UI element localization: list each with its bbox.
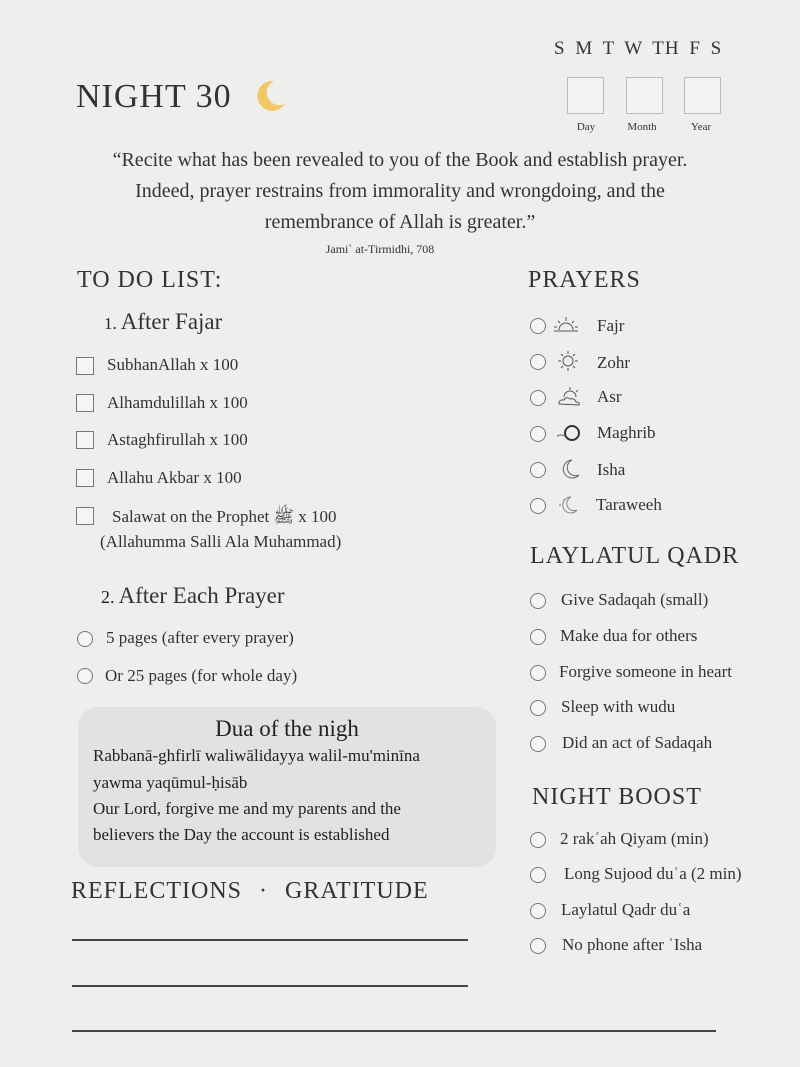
sunset-icon bbox=[556, 422, 582, 444]
reflections-label: REFLECTIONS bbox=[71, 878, 243, 904]
quote-source: Jami` at-Tirmidhi, 708 bbox=[325, 242, 435, 256]
prayer-label: Fajr bbox=[597, 316, 625, 335]
reading-item-label: 5 pages (after every prayer) bbox=[106, 628, 294, 647]
dua-transliteration: Rabbanā-ghfirlī waliwālidayya walil-mu'minīna bbox=[93, 746, 420, 765]
boost-item-label: Long Sujood duʿa (2 min) bbox=[564, 864, 742, 883]
boost-item-label: Laylatul Qadr duʿa bbox=[561, 900, 691, 919]
laylatul-item-label: Give Sadaqah (small) bbox=[561, 590, 709, 609]
section-after-fajar bbox=[104, 309, 222, 335]
prayers-heading: PRAYERS bbox=[528, 267, 641, 293]
section-title: After Each Prayer bbox=[118, 583, 285, 608]
radio-circle[interactable] bbox=[77, 631, 93, 647]
section-number: 2. bbox=[101, 587, 115, 607]
radio-circle[interactable] bbox=[530, 498, 546, 514]
writing-line[interactable] bbox=[72, 939, 468, 941]
prayer-label: Zohr bbox=[597, 353, 631, 372]
prayer-label: Taraweeh bbox=[596, 495, 662, 514]
sun-cloud-icon bbox=[556, 386, 582, 408]
quote bbox=[60, 145, 740, 238]
checkbox[interactable] bbox=[76, 394, 94, 412]
sunrise-icon bbox=[553, 314, 579, 336]
prayer-label: Asr bbox=[597, 387, 622, 406]
dua-translation: believers the Day the account is established bbox=[93, 825, 390, 844]
day-label: Day bbox=[576, 121, 596, 133]
todo-item-sublabel: (Allahumma Salli Ala Muhammad) bbox=[100, 532, 342, 551]
separator-dot: · bbox=[259, 878, 269, 904]
boost-heading: NIGHT BOOST bbox=[532, 784, 702, 810]
crescent-stars-icon bbox=[556, 494, 582, 516]
radio-circle[interactable] bbox=[530, 903, 546, 919]
radio-circle[interactable] bbox=[530, 354, 546, 370]
writing-line[interactable] bbox=[72, 985, 468, 987]
todo-item-label: Allahu Akbar x 100 bbox=[107, 468, 242, 487]
year-box[interactable] bbox=[684, 77, 721, 114]
dua-translation: Our Lord, forgive me and my parents and the bbox=[93, 799, 401, 818]
laylatul-item-label: Did an act of Sadaqah bbox=[562, 733, 713, 752]
laylatul-heading: LAYLATUL QADR bbox=[530, 543, 740, 569]
todo-item-label: Astaghfirullah x 100 bbox=[107, 430, 248, 449]
day-box[interactable] bbox=[567, 77, 604, 114]
radio-circle[interactable] bbox=[530, 832, 546, 848]
year-label: Year bbox=[690, 121, 712, 133]
radio-circle[interactable] bbox=[530, 593, 546, 609]
reading-item-label: Or 25 pages (for whole day) bbox=[105, 666, 298, 685]
quote-line: remembrance of Allah is greater.” bbox=[264, 211, 536, 233]
crescent-moon-icon bbox=[252, 78, 288, 114]
boost-item-label: No phone after ʿIsha bbox=[562, 935, 703, 954]
laylatul-item-label: Make dua for others bbox=[560, 626, 698, 645]
radio-circle[interactable] bbox=[530, 390, 546, 406]
radio-circle[interactable] bbox=[530, 629, 546, 645]
radio-circle[interactable] bbox=[530, 938, 546, 954]
section-after-each-prayer bbox=[101, 583, 285, 609]
checkbox[interactable] bbox=[76, 431, 94, 449]
radio-circle[interactable] bbox=[530, 867, 546, 883]
crescent-icon bbox=[558, 458, 584, 480]
quote-line: “Recite what has been revealed to you of the Book and establish prayer. bbox=[112, 149, 688, 171]
todo-item-label: Salawat on the Prophet ﷺ x 100 bbox=[112, 507, 337, 526]
laylatul-item-label: Sleep with wudu bbox=[561, 697, 676, 716]
radio-circle[interactable] bbox=[530, 318, 546, 334]
prayer-label: Maghrib bbox=[597, 423, 656, 442]
radio-circle[interactable] bbox=[530, 426, 546, 442]
sun-icon bbox=[555, 350, 581, 372]
laylatul-item-label: Forgive someone in heart bbox=[559, 662, 732, 681]
gratitude-label: GRATITUDE bbox=[285, 878, 429, 904]
section-number: 1. bbox=[104, 314, 117, 333]
todo-item-label: SubhanAllah x 100 bbox=[107, 355, 239, 374]
reflections-heading bbox=[71, 878, 429, 905]
todo-item-label: Alhamdulillah x 100 bbox=[107, 393, 248, 412]
checkbox[interactable] bbox=[76, 507, 94, 525]
todo-heading: TO DO LIST: bbox=[77, 267, 223, 293]
radio-circle[interactable] bbox=[530, 462, 546, 478]
month-box[interactable] bbox=[626, 77, 663, 114]
dua-title: Dua of the nigh bbox=[215, 716, 359, 741]
radio-circle[interactable] bbox=[530, 700, 546, 716]
weekday-selector: S M T W TH F S bbox=[554, 38, 723, 59]
radio-circle[interactable] bbox=[530, 665, 546, 681]
page-title: NIGHT 30 bbox=[76, 78, 232, 115]
writing-line[interactable] bbox=[72, 1030, 716, 1032]
prayer-label: Isha bbox=[597, 460, 626, 479]
month-label: Month bbox=[627, 121, 657, 133]
quote-line: Indeed, prayer restrains from immorality and wrongdoing, and the bbox=[135, 180, 665, 202]
checkbox[interactable] bbox=[76, 357, 94, 375]
radio-circle[interactable] bbox=[530, 736, 546, 752]
checkbox[interactable] bbox=[76, 469, 94, 487]
dua-transliteration: yawma yaqūmul-ḥisāb bbox=[93, 773, 248, 792]
radio-circle[interactable] bbox=[77, 668, 93, 684]
section-title: After Fajar bbox=[120, 309, 223, 334]
boost-item-label: 2 rakʿah Qiyam (min) bbox=[560, 829, 709, 848]
